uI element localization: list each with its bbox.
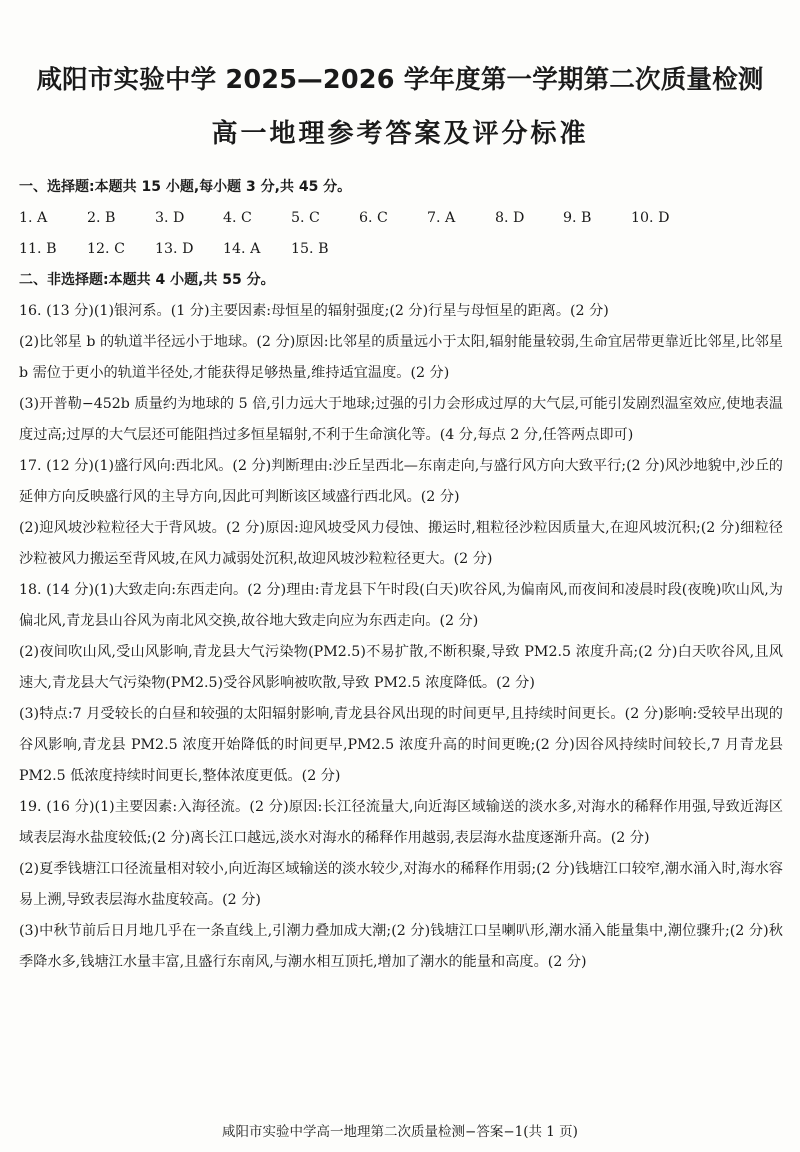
choice-answer: 10. D <box>631 210 670 226</box>
choice-answer: 15. B <box>291 241 329 257</box>
choice-answer: 13. D <box>155 241 194 257</box>
q19-part2: (2)夏季钱塘江口径流量相对较小,向近海区域输送的淡水较少,对海水的稀释作用弱;(2 分)钱塘江口较窄,潮水涌入时,海水容易上溯,导致表层海水盐度较高。(2 分) <box>19 861 783 908</box>
page-footer: 咸阳市实验中学高一地理第二次质量检测−答案−1(共 1 页) <box>222 1124 578 1140</box>
choice-answer: 1. A <box>19 210 48 226</box>
q19-part1: 19. (16 分)(1)主要因素:入海径流。(2 分)原因:长江径流量大,向近海区域输送的淡水多,对海水的稀释作用强,导致近海区域表层海水盐度较低;(2 分)离长江口越远,淡水对海水的稀释作用越弱,表层海水盐度逐渐升高。(2 分) <box>19 799 783 846</box>
page-title: 咸阳市实验中学 2025—2026 学年度第一学期第二次质量检测 <box>36 65 764 95</box>
answer-body <box>19 172 783 978</box>
q17-part1: 17. (12 分)(1)盛行风向:西北风。(2 分)判断理由:沙丘呈西北—东南走向,与盛行风方向大致平行;(2 分)风沙地貌中,沙丘的延伸方向反映盛行风的主导方向,因此可判断该区域盛行西北风。(2 分) <box>19 458 783 505</box>
choice-answer: 8. D <box>495 210 525 226</box>
choice-answer: 7. A <box>427 210 456 226</box>
choice-answer: 3. D <box>155 210 185 226</box>
q16-part2: (2)比邻星 b 的轨道半径远小于地球。(2 分)原因:比邻星的质量远小于太阳,辐射能量较弱,生命宜居带更靠近比邻星,比邻星 b 需位于更小的轨道半径处,才能获得足够热量,维持适宜温度。(2 分) <box>19 334 783 381</box>
choice-answer: 11. B <box>19 241 57 257</box>
section-heading-nonchoice: 二、非选择题:本题共 4 小题,共 55 分。 <box>19 272 275 288</box>
choice-answers-row-2 <box>19 234 783 265</box>
choice-answer: 6. C <box>359 210 388 226</box>
choice-answer: 4. C <box>223 210 252 226</box>
q16-part1: 16. (13 分)(1)银河系。(1 分)主要因素:母恒星的辐射强度;(2 分)行星与母恒星的距离。(2 分) <box>19 303 609 319</box>
q19-part3: (3)中秋节前后日月地几乎在一条直线上,引潮力叠加成大潮;(2 分)钱塘江口呈喇叭形,潮水涌入能量集中,潮位骤升;(2 分)秋季降水多,钱塘江水量丰富,且盛行东南风,与潮水相互顶托,增加了潮水的能量和高度。(2 分) <box>19 923 783 970</box>
q18-part3: (3)特点:7 月受较长的白昼和较强的太阳辐射影响,青龙县谷风出现的时间更早,且持续时间更长。(2 分)影响:受较早出现的谷风影响,青龙县 PM2.5 浓度开始降低的时间更早,PM2.5 浓度升高的时间更晚;(2 分)因谷风持续时间较长,7 月青龙县 PM2.5 低浓度持续时间更长,整体浓度更低。(2 分) <box>19 706 783 784</box>
q18-part2: (2)夜间吹山风,受山风影响,青龙县大气污染物(PM2.5)不易扩散,不断积聚,导致 PM2.5 浓度升高;(2 分)白天吹谷风,且风速大,青龙县大气污染物(PM2.5)受谷风影响被吹散,导致 PM2.5 浓度降低。(2 分) <box>19 644 783 691</box>
choice-answers-row-1 <box>19 203 783 234</box>
choice-answer: 5. C <box>291 210 320 226</box>
choice-answer: 9. B <box>563 210 592 226</box>
choice-answer: 2. B <box>87 210 116 226</box>
q18-part1: 18. (14 分)(1)大致走向:东西走向。(2 分)理由:青龙县下午时段(白天)吹谷风,为偏南风,而夜间和凌晨时段(夜晚)吹山风,为偏北风,青龙县山谷风为南北风交换,故谷地大致走向应为东西走向。(2 分) <box>19 582 783 629</box>
section-heading-choice: 一、选择题:本题共 15 小题,每小题 3 分,共 45 分。 <box>19 179 352 195</box>
q17-part2: (2)迎风坡沙粒粒径大于背风坡。(2 分)原因:迎风坡受风力侵蚀、搬运时,粗粒径沙粒因质量大,在迎风坡沉积;(2 分)细粒径沙粒被风力搬运至背风坡,在风力减弱处沉积,故迎风坡沙粒粒径更大。(2 分) <box>19 520 783 567</box>
page-subtitle: 高一地理参考答案及评分标准 <box>211 119 589 149</box>
choice-answer: 14. A <box>223 241 261 257</box>
choice-answer: 12. C <box>87 241 125 257</box>
q16-part3: (3)开普勒−452b 质量约为地球的 5 倍,引力远大于地球;过强的引力会形成过厚的大气层,可能引发剧烈温室效应,使地表温度过高;过厚的大气层还可能阻挡过多恒星辐射,不利于生命演化等。(4 分,每点 2 分,任答两点即可) <box>19 396 783 443</box>
